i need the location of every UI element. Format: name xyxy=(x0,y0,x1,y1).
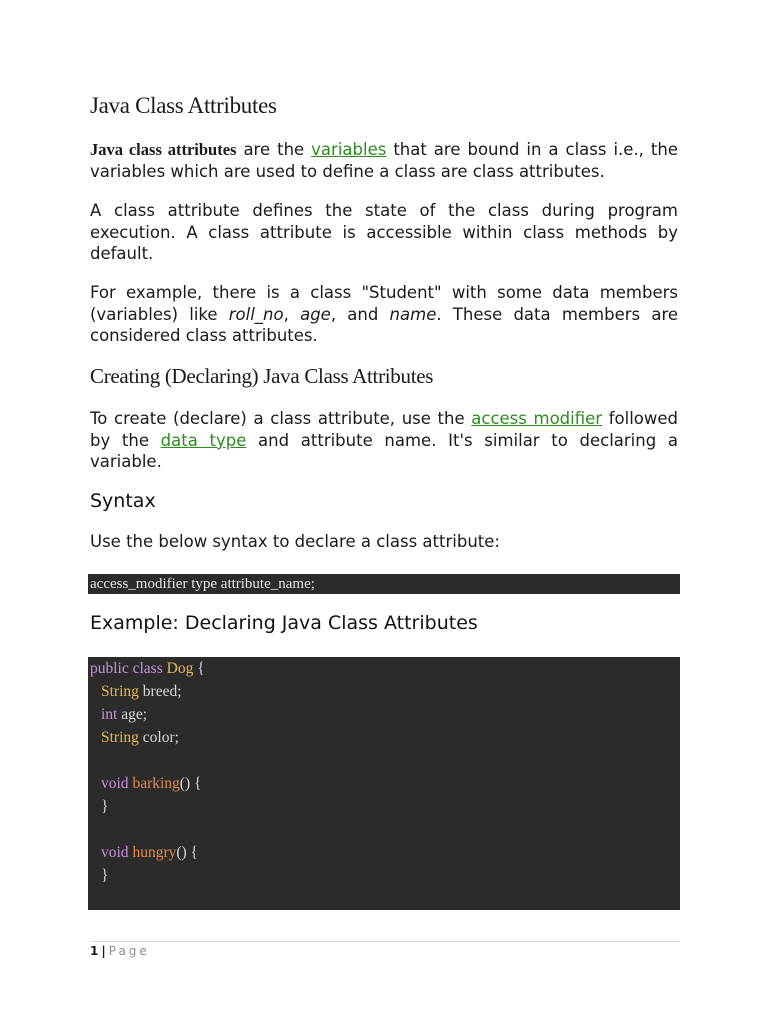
code-keyword: public class xyxy=(90,660,167,677)
page-number: 1 xyxy=(90,944,99,958)
code-text: () { xyxy=(176,844,198,861)
page-footer xyxy=(90,942,150,960)
code-text: } xyxy=(101,867,109,884)
text-fragment: are the xyxy=(236,140,312,159)
code-text: color; xyxy=(138,729,179,746)
create-paragraph xyxy=(90,408,678,473)
footer-divider xyxy=(90,941,680,942)
document-page xyxy=(90,0,680,1024)
code-class-name: Dog xyxy=(166,660,194,677)
text-fragment: For example, there is a class "Student" with some data members (variables) like xyxy=(90,283,678,324)
page-label: Page xyxy=(108,944,150,958)
page-title: Java Class Attributes xyxy=(90,93,277,118)
syntax-intro: Use the below syntax to declare a class attribute: xyxy=(90,532,500,551)
code-text: { xyxy=(193,660,205,677)
text-fragment: followed by the xyxy=(90,409,678,450)
syntax-heading: Syntax xyxy=(90,490,156,512)
bold-term: Java class attributes xyxy=(90,140,237,159)
code-line xyxy=(90,657,205,680)
access-modifier-link[interactable]: access modifier xyxy=(471,409,603,428)
em-age: age xyxy=(300,304,331,324)
code-line xyxy=(101,864,108,887)
code-function: hungry xyxy=(132,844,177,861)
code-text: age; xyxy=(117,706,148,723)
intro-paragraph xyxy=(90,139,678,182)
code-line xyxy=(101,726,179,749)
code-text: breed; xyxy=(138,683,182,700)
code-line xyxy=(101,680,182,703)
em-roll-no: roll_no xyxy=(228,304,284,324)
section-heading: Creating (Declaring) Java Class Attributes xyxy=(90,364,434,388)
example-code-block xyxy=(88,657,680,910)
code-type: String xyxy=(101,683,139,700)
code-type: int xyxy=(101,706,118,723)
code-text: } xyxy=(101,798,109,815)
code-line xyxy=(101,795,108,818)
data-type-link[interactable]: data type xyxy=(160,430,247,450)
example-paragraph xyxy=(90,282,678,347)
code-line xyxy=(101,772,201,795)
text-fragment: , and xyxy=(330,304,390,324)
code-keyword: void xyxy=(101,775,133,792)
text-fragment: To create (declare) a class attribute, use the xyxy=(90,409,472,428)
text-fragment: that are bound in a class i.e., the variables which are used to define a class are class attributes. xyxy=(90,140,678,181)
code-text: () { xyxy=(179,775,202,792)
syntax-code-block: access_modifier type attribute_name; xyxy=(88,574,680,594)
footer-separator: | xyxy=(101,944,106,958)
variables-link[interactable]: variables xyxy=(311,140,387,159)
code-keyword: void xyxy=(101,844,133,861)
example-heading: Example: Declaring Java Class Attributes xyxy=(90,612,478,634)
text-fragment: and attribute name. It's similar to declaring a variable. xyxy=(90,430,678,471)
code-function: barking xyxy=(132,775,180,792)
state-paragraph: A class attribute defines the state of the class during program execution. A class attribute is accessible within class methods by default. xyxy=(90,201,678,263)
code-line xyxy=(101,703,147,726)
text-fragment: , xyxy=(283,304,301,324)
code-type: String xyxy=(101,729,139,746)
em-name: name xyxy=(389,304,437,324)
text-fragment: . These data members are considered class attributes. xyxy=(90,304,679,345)
code-line xyxy=(101,841,198,864)
